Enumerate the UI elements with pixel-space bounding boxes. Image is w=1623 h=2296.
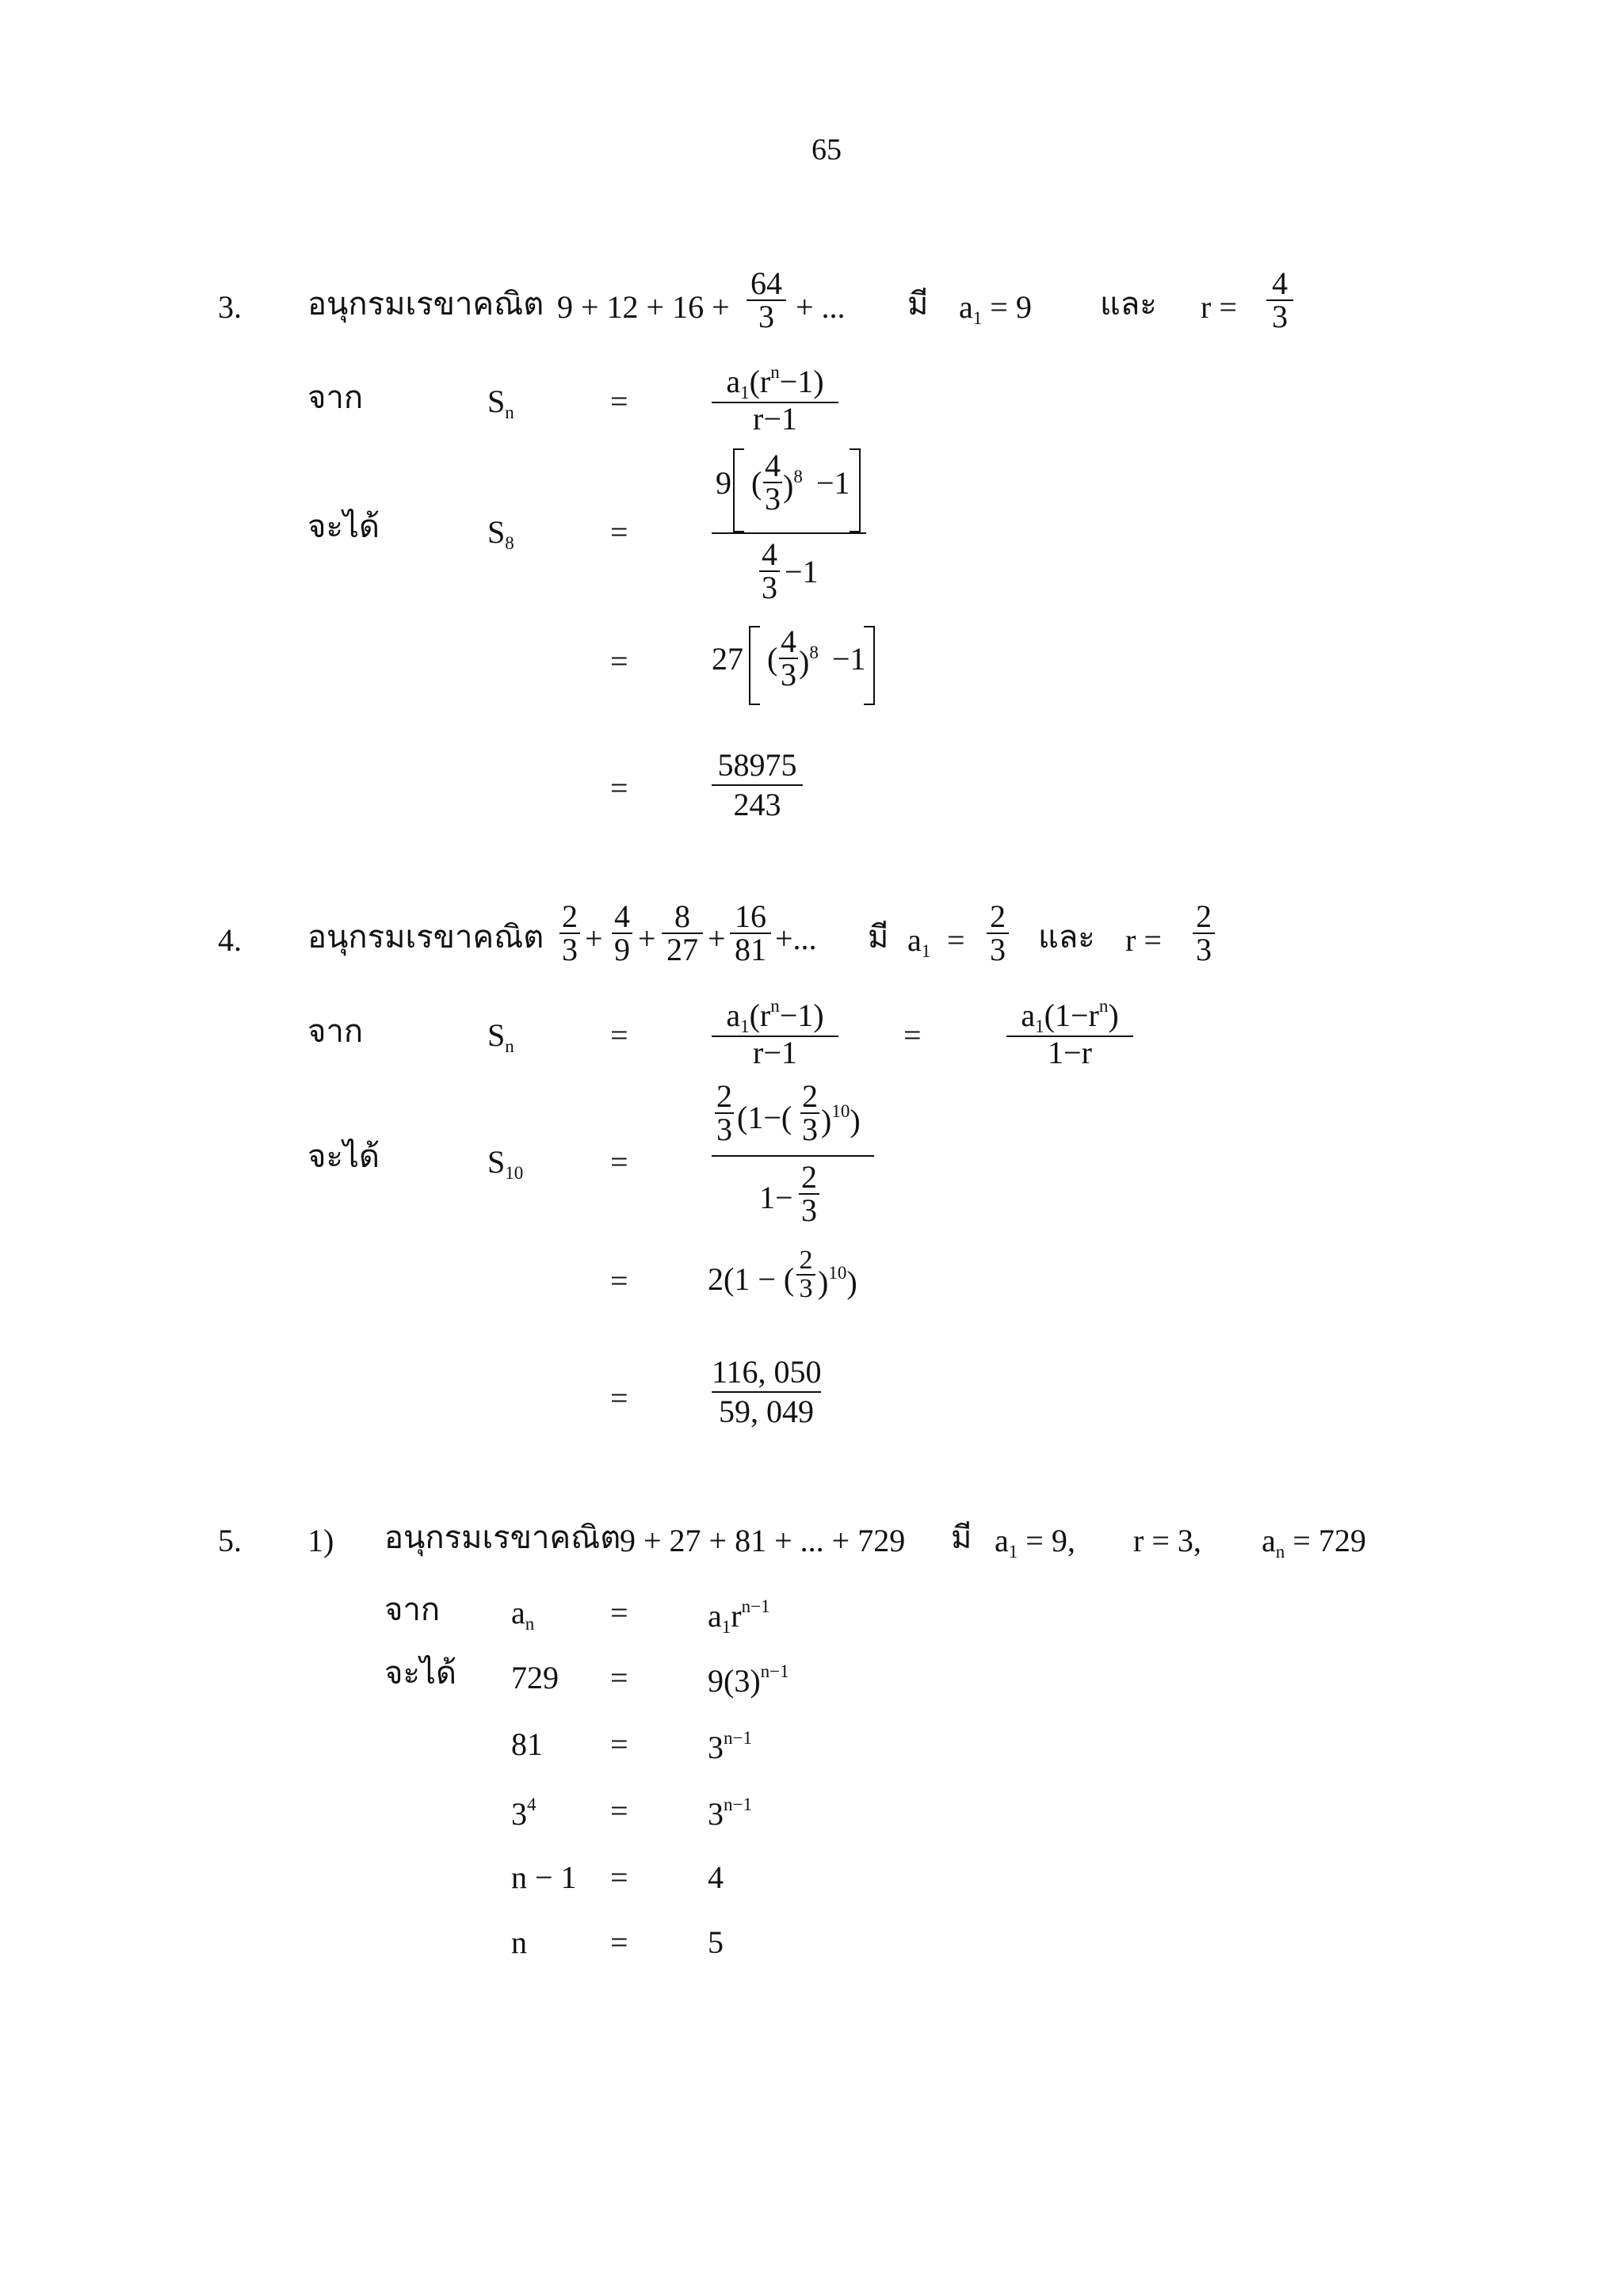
equals-sign: = xyxy=(610,514,628,550)
from-label: จาก xyxy=(307,379,364,415)
an-value: $a_n = 729$ xyxy=(1262,1523,1366,1562)
series-label: อนุกรมเรขาคณิต xyxy=(307,919,544,955)
s10-symbol: $S_{10}$ xyxy=(487,1144,524,1183)
have-label: มี xyxy=(868,919,889,955)
series-label: อนุกรมเรขาคณิต xyxy=(307,286,544,322)
and-label: และ xyxy=(1038,919,1095,955)
fraction-numerator: 64 xyxy=(750,265,782,301)
series-tail: + ... xyxy=(796,289,846,325)
sum-formula-1: $a_1(r^n-1)$ r−1 xyxy=(712,997,838,1069)
part-number: 1) xyxy=(307,1523,334,1558)
sn-symbol: $S_n$ xyxy=(487,1017,514,1056)
series-label: อนุกรมเรขาคณิต xyxy=(384,1520,621,1555)
s8-symbol: $S_8$ xyxy=(487,514,514,553)
a1-value: $a_1 = 9$, xyxy=(995,1523,1075,1562)
r-value: r = 3, xyxy=(1133,1523,1201,1558)
equals-sign: = xyxy=(610,383,628,419)
get-label: จะได้ xyxy=(307,509,380,544)
r-fraction: 2 3 xyxy=(1193,901,1215,966)
a1-value: $a_1 = 9$ xyxy=(959,289,1032,328)
a1-symbol: $a_1$ xyxy=(907,922,931,961)
r-equals: r = xyxy=(1201,289,1237,325)
equals-sign: = xyxy=(610,643,628,679)
sum-formula: $a_1(r^n-1)$ r−1 xyxy=(712,363,838,435)
have-label: มี xyxy=(907,286,929,322)
result-fraction: 116, 050 59, 049 xyxy=(712,1354,822,1429)
question-number: 3. xyxy=(218,289,242,325)
question-number: 5. xyxy=(218,1523,242,1558)
series-terms: 9 + 27 + 81 + ... + 729 xyxy=(620,1523,906,1558)
sum-formula-2: $a_1(1-r^n)$ 1−r xyxy=(1006,997,1133,1069)
equals-sign: = xyxy=(610,770,628,806)
result-fraction: 58975 243 xyxy=(712,749,803,821)
series-terms: 9 + 12 + 16 + xyxy=(557,289,730,325)
sn-symbol: $S_n$ xyxy=(487,383,514,422)
get-label: จะได้ xyxy=(307,1138,380,1174)
question-number: 4. xyxy=(218,922,242,958)
have-label: มี xyxy=(951,1520,972,1555)
fraction-denominator: 3 xyxy=(758,299,774,334)
from-label: จาก xyxy=(307,1013,364,1049)
get-label: จะได้ xyxy=(384,1655,457,1691)
document-page: 65 3. อนุกรมเรขาคณิต 9 + 12 + 16 + 64 3 + ... มี $a_1 = 9$ และ r = 4 3 จาก $S_n$ = $a_1(r^n-1)$ r−1 จะได้ $S_8$ = 9 ( 4 3 )$^8$ −1 4 3 −1 = 27 ( 4 3 )$^8$ −1 = 58975 243 4. อนุกรมเรขาคณิต 2 3 + 4 9 + 8 27 + 16 81 +... มี $a_1$ = 2 3 และ r = 2 3 จาก $S_n$ = $a_1(r^n-1)$ r−1 = $a_1(1-r^n)$ 1−r จะได้ $S_{10}$ = 2 3 (1−( 2 3 )$^{10}$) 1− 2 3 = 2(1 − ( 2 3 )$^{10}$) = 116, 050 59, 049 5. 1) อนุกรมเรขาคณิต 9 + 27 + 81 + ... + 729 มี $a_1 = 9$, r = 3, $a_n = 729$ จาก จะได้ $a_n$ = $a_1r^{n-1}$ 729 = $9(3)^{n-1}$ 81 = $3^{n-1}$ $3^4$ = $3^{n-1}$ n − 1 = 4 n = 5 xyxy=(0,0,1623,2296)
a1-fraction: 2 3 xyxy=(987,901,1009,966)
page-number: 65 xyxy=(812,133,842,166)
r-equals: r = xyxy=(1125,922,1162,958)
from-label: จาก xyxy=(384,1592,441,1627)
r-fraction: 4 3 xyxy=(1266,268,1293,333)
series-fraction xyxy=(747,265,786,334)
and-label: และ xyxy=(1100,286,1157,322)
